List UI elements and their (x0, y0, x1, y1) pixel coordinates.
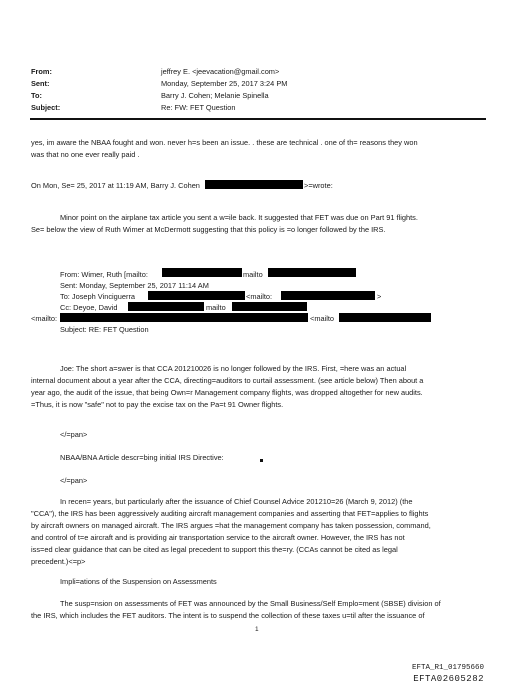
redaction-bar (339, 313, 431, 322)
on-wrote-prefix: On Mon, Se= 25, 2017 at 11:19 AM, Barry J. Cohen (31, 181, 200, 190)
fwd-mailto-left: <mailto: (31, 314, 58, 323)
redaction-bar (148, 291, 245, 300)
ruth-p2-line-2: "CCA"), the IRS has been aggressively auditing aircraft management companies and asserting that FET=applies to flights (31, 509, 429, 518)
ruth-p1-line-4: =Thus, it is now "safe" not to pay the excise tax on the Pa=t 91 Owner flights. (31, 400, 284, 409)
redaction-bar (60, 313, 308, 322)
barry-line-1: Minor point on the airplane tax article you sent a w=ile back. It suggested that FET was due on Part 91 flights. (60, 213, 418, 222)
fwd-cc: Cc: Deyoe, David (60, 303, 118, 312)
redaction-bar (232, 302, 307, 311)
fwd-sent: Sent: Monday, September 25, 2017 11:14 AM (60, 281, 209, 290)
page-number: 1 (255, 626, 259, 633)
fwd-cc-mailto: mailto (206, 303, 226, 312)
sent-value: Monday, September 25, 2017 3:24 PM (161, 79, 288, 88)
pan-tag-1: </=pan> (60, 430, 88, 439)
redaction-bar (268, 268, 356, 277)
sent-label: Sent: (31, 79, 50, 88)
from-value: jeffrey E. <jeevacation@gmail.com> (161, 67, 280, 76)
implications-heading: Impli=ations of the Suspension on Assessments (60, 577, 217, 586)
subject-label: Subject: (31, 103, 61, 112)
redaction-bar (205, 180, 303, 189)
ruth-p2-line-3: by aircraft owners on managed aircraft. The IRS argues =hat the management company has taken possession, command, (31, 521, 431, 530)
subject-value: Re: FW: FET Question (161, 103, 236, 112)
fwd-from-mailto: mailto (243, 270, 263, 279)
ruth-p2-line-4: and control of t=e aircraft and is providing air transportation service to the aircraft owner. However, the IRS has not (31, 533, 405, 542)
ruth-p3-line-1: The susp=nsion on assessments of FET was announced by the Small Business/Self Emplo=ment (SBSE) division of (60, 599, 441, 608)
from-label: From: (31, 67, 52, 76)
reply-line-2: was that no one ever really paid . (31, 150, 140, 159)
redaction-bar (162, 268, 242, 277)
footer-id-2: EFTA02605282 (413, 674, 484, 684)
redaction-bar (281, 291, 375, 300)
on-wrote-suffix: >=wrote: (304, 181, 333, 190)
nbaa-heading: NBAA/BNA Article descr=bing initial IRS Directive: (60, 453, 224, 462)
bullet-dot (260, 459, 263, 462)
to-value: Barry J. Cohen; Melanie Spinella (161, 91, 269, 100)
ruth-p2-line-5: iss=ed clear guidance that can be cited as legal precedent to support this the=ry. (CCAs cannot be cited as legal (31, 545, 398, 554)
ruth-p2-line-6: precedent.)<=p> (31, 557, 86, 566)
fwd-subject: Subject: RE: FET Question (60, 325, 149, 334)
reply-line-1: yes, im aware the NBAA fought and won. never h=s been an issue. . these are technical . one of th= reasons they won (31, 138, 418, 147)
ruth-p1-line-3: year ago, the audit of the issue, that being Own=r Management company flights, was dropped altogether for new audits. (31, 388, 423, 397)
ruth-p1-line-1: Joe: The short a=swer is that CCA 201210026 is no longer followed by the IRS. First, =here was an actual (60, 364, 407, 373)
ruth-p1-line-2: internal document about a year after the CCA, directing=auditors to curtail assessment. (see article below) Then about a (31, 376, 424, 385)
barry-line-2: Se= below the view of Ruth Wimer at McDermott suggesting that this policy is =o longer followed by the IRS. (31, 225, 386, 234)
ruth-p2-line-1: In recen= years, but particularly after the issuance of Chief Counsel Advice 201210=26 (March 9, 2012) (the (60, 497, 413, 506)
redaction-bar (128, 302, 204, 311)
fwd-to-mailto: <mailto: (246, 292, 273, 301)
ruth-p3-line-2: the IRS, which includes the FET auditors. The intent is to suspend the collection of these taxes u=til after the issuance of (31, 611, 425, 620)
header-divider (30, 118, 486, 120)
fwd-to: To: Joseph Vinciguerra (60, 292, 136, 301)
fwd-from: From: Wimer, Ruth [mailto: (60, 270, 148, 279)
pan-tag-2: </=pan> (60, 476, 88, 485)
to-label: To: (31, 91, 42, 100)
footer-id-1: EFTA_R1_01795660 (411, 664, 484, 672)
fwd-mailto-right: <mailto (310, 314, 335, 323)
fwd-to-end: > (377, 292, 382, 301)
